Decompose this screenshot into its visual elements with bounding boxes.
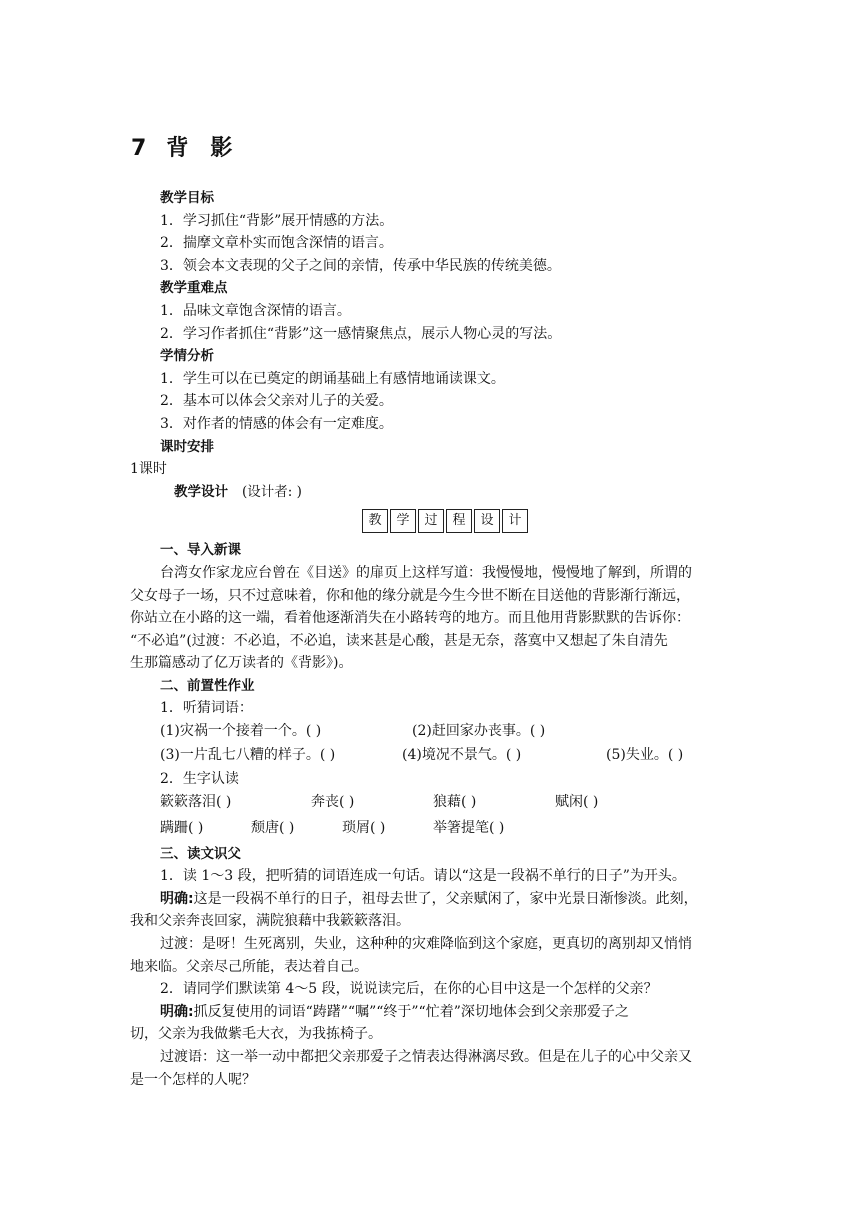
process-box: 教 bbox=[362, 509, 388, 533]
section3-answer bbox=[130, 1001, 742, 1024]
word-item: 蹒跚( ) bbox=[160, 819, 204, 836]
word-item: 举箸提笔( ) bbox=[433, 819, 505, 836]
word-item: 簌簌落泪( ) bbox=[160, 793, 232, 810]
key-point-item: 2．学习作者抓住“背影”这一感情聚焦点，展示人物心灵的写法。 bbox=[160, 325, 562, 342]
analysis-item: 2．基本可以体会父亲对儿子的关爱。 bbox=[160, 393, 393, 410]
analysis-heading: 学情分析 bbox=[160, 348, 214, 365]
question-2: 2．生字认读 bbox=[160, 771, 239, 788]
answer-label: 明确: bbox=[160, 1003, 194, 1020]
process-box: 程 bbox=[446, 509, 472, 533]
question-1: 1．听猜词语： bbox=[160, 700, 253, 717]
word-row-1 bbox=[130, 791, 742, 817]
goal-item: 2．揣摩文章朴实而饱含深情的语言。 bbox=[160, 235, 393, 252]
guess-row-1 bbox=[130, 720, 742, 744]
answer-text: 这是一段祸不单行的日子，祖母去世了，父亲赋闲了，家中光景日渐惨淡。此刻， bbox=[193, 890, 698, 907]
goals-heading: 教学目标 bbox=[160, 190, 214, 206]
section3-text: 我和父亲奔丧回家，满院狼藉中我簌簌落泪。 bbox=[130, 913, 410, 930]
title-char-1: 背 bbox=[166, 136, 189, 161]
section3-text: 地来临。父亲尽己所能，表达着自己。 bbox=[130, 958, 368, 975]
title-char-2: 影 bbox=[210, 136, 233, 161]
section1-heading: 一、导入新课 bbox=[160, 542, 241, 559]
process-box: 过 bbox=[418, 509, 444, 533]
analysis-item: 3．对作者的情感的体会有一定难度。 bbox=[160, 415, 393, 432]
section3-text: 切，父亲为我做紫毛大衣，为我拣椅子。 bbox=[130, 1026, 382, 1043]
process-box: 设 bbox=[474, 509, 500, 533]
word-row-2 bbox=[130, 817, 742, 843]
section3-text: 过渡：是呀！生死离别，失业，这种种的灾难降临到这个家庭，更真切的离别却又悄悄 bbox=[160, 936, 692, 953]
word-item: 奔丧( ) bbox=[311, 793, 355, 810]
design-line bbox=[130, 481, 742, 504]
section1-text: 生那篇感动了亿万读者的《背影》)。 bbox=[130, 655, 353, 672]
lesson-title bbox=[131, 131, 232, 162]
word-item: 颓唐( ) bbox=[251, 819, 295, 836]
process-title bbox=[130, 505, 742, 539]
schedule-heading: 课时安排 bbox=[160, 438, 214, 455]
lesson-content bbox=[130, 187, 742, 1091]
word-item: 赋闲( ) bbox=[555, 793, 599, 810]
process-box: 学 bbox=[390, 509, 416, 533]
guess-item: (3)一片乱七八糟的样子。( ) bbox=[160, 747, 336, 764]
design-label: 教学设计 bbox=[174, 483, 228, 500]
guess-item: (1)灾祸一个接着一个。( ) bbox=[160, 723, 322, 740]
section1-text: 父女母子一场，只不过意味着，你和他的缘分就是今生今世不断在目送他的背影渐行渐远， bbox=[130, 587, 690, 604]
section3-text: 是一个怎样的人呢？ bbox=[130, 1071, 256, 1088]
key-points-heading: 教学重难点 bbox=[160, 280, 228, 297]
section3-text: 2．请同学们默读第 4～5 段，说说读完后，在你的心目中这是一个怎样的父亲？ bbox=[160, 981, 658, 998]
answer-label: 明确: bbox=[160, 890, 194, 907]
schedule-value: 1课时 bbox=[130, 461, 167, 478]
section1-text: 你站立在小路的这一端，看着他逐渐消失在小路转弯的地方。而且他用背影默默的告诉你： bbox=[130, 610, 690, 627]
guess-item: (2)赶回家办丧事。( ) bbox=[412, 723, 546, 740]
section2-heading: 二、前置性作业 bbox=[160, 677, 255, 694]
section1-text: 台湾女作家龙应台曾在《目送》的扉页上这样写道：我慢慢地，慢慢地了解到，所谓的 bbox=[160, 564, 692, 581]
section3-answer bbox=[130, 888, 742, 911]
analysis-item: 1．学生可以在已奠定的朗诵基础上有感情地诵读课文。 bbox=[160, 370, 505, 387]
process-box: 计 bbox=[502, 509, 528, 533]
lesson-number: 7 bbox=[131, 136, 147, 161]
guess-item: (4)境况不景气。( ) bbox=[402, 747, 522, 764]
guess-item: (5)失业。( ) bbox=[606, 747, 684, 764]
goal-item: 3．领会本文表现的父子之间的亲情，传承中华民族的传统美德。 bbox=[160, 257, 561, 274]
designer-note: (设计者: ) bbox=[242, 483, 302, 500]
section1-text: “不必追”(过渡：不必追，不必追，读来甚是心酸，甚是无奈，落寞中又想起了朱自清先 bbox=[130, 632, 668, 649]
word-item: 琐屑( ) bbox=[342, 819, 386, 836]
answer-text: 抓反复使用的词语“踌躇”“嘱”“终于”“忙着”深切地体会到父亲那爱子之 bbox=[193, 1003, 629, 1020]
guess-row-2 bbox=[130, 744, 742, 768]
word-item: 狼藉( ) bbox=[433, 793, 477, 810]
section3-heading: 三、读文识父 bbox=[160, 845, 241, 862]
section3-text: 1．读 1～3 段，把听猜的词语连成一句话。请以“这是一段祸不单行的日子”为开头。 bbox=[160, 868, 686, 885]
key-point-item: 1．品味文章饱含深情的语言。 bbox=[160, 302, 351, 319]
section3-text: 过渡语：这一举一动中都把父亲那爱子之情表达得淋漓尽致。但是在儿子的心中父亲又 bbox=[160, 1049, 692, 1065]
goal-item: 1．学习抓住“背影”展开情感的方法。 bbox=[160, 212, 394, 229]
